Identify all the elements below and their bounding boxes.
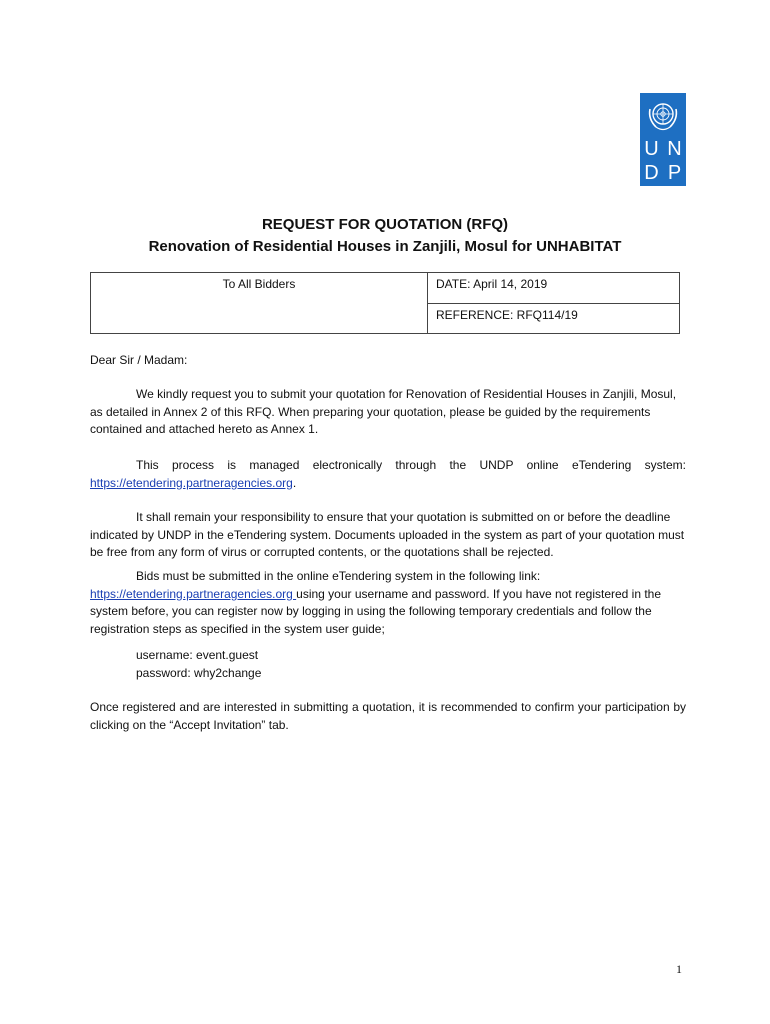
etendering-link[interactable]: https://etendering.partneragencies.org [90,475,293,490]
submission-rest: using your username and password. If you have not registered in the system before, you can register now by logging in using the following temporary credentials and follow the registration steps as specified in the system user guide; [90,586,662,636]
undp-logo [640,93,686,186]
document-subtitle: Renovation of Residential Houses in Zanjili, Mosul for UNHABITAT [148,238,622,255]
paragraph-accept-invitation: Once registered and are interested in submitting a quotation, it is recommended to confirm your participation by clicking on the “Accept Invitation” tab. [90,700,686,732]
page-number: 1 [676,962,682,976]
credentials-block [136,647,261,682]
submission-link[interactable]: https://etendering.partneragencies.org [90,586,297,601]
date-cell: DATE: April 14, 2019 [428,273,680,304]
submission-lead: Bids must be submitted in the online eTendering system in the following link: [136,569,541,583]
logo-letter: N [667,138,682,160]
logo-letter: U [644,138,659,160]
logo-letter: P [667,162,682,184]
reference-cell: REFERENCE: RFQ114/19 [428,303,680,334]
undp-letters [640,138,686,184]
etendering-text: This process is managed electronically through the UNDP online eTendering system: [136,458,686,472]
to-all-bidders: To All Bidders [91,273,428,334]
salutation: Dear Sir / Madam: [90,353,188,367]
username-line: username: event.guest [136,648,259,662]
paragraph-request: We kindly request you to submit your quotation for Renovation of Residential Houses in Zanjili, Mosul, as detailed in Annex 2 of this RFQ. When preparing your quotation, please be guided by the requirements contained and attached hereto as Annex 1. [90,387,677,437]
paragraph-responsibility: It shall remain your responsibility to ensure that your quotation is submitted on or before the deadline indicated by UNDP in the eTendering system. Documents uploaded in the system as part of your quotation must be free from any form of virus or corrupted contents, or the quotations shall be rejected. [90,510,685,560]
un-emblem-icon [644,97,682,135]
logo-letter: D [644,162,659,184]
header-table [90,272,680,334]
paragraph-submission [90,568,686,638]
etendering-suffix: . [292,475,297,490]
password-line: password: why2change [136,665,262,680]
paragraph-etendering [90,457,686,492]
document-title: REQUEST FOR QUOTATION (RFQ) [261,216,509,233]
